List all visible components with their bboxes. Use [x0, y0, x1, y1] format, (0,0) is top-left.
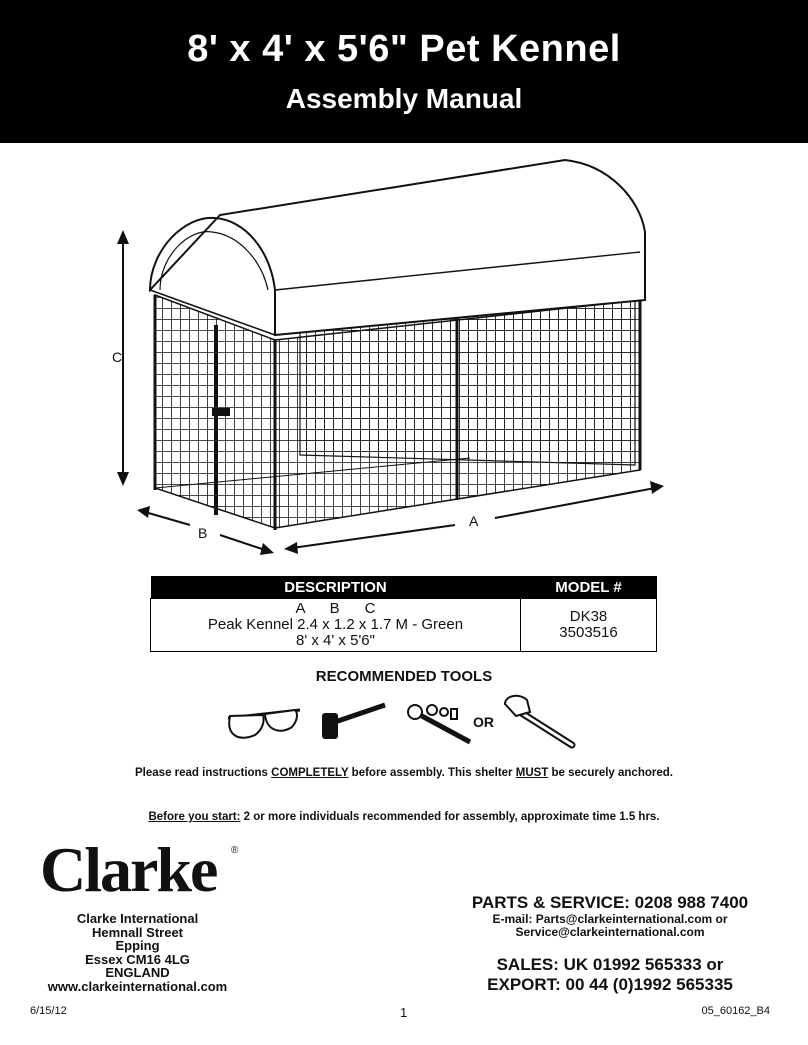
tools-or-label: OR	[473, 714, 494, 730]
socket-wrench-icon	[408, 705, 470, 742]
mallet-icon	[322, 705, 385, 739]
page-subtitle: Assembly Manual	[285, 83, 523, 114]
col-model: MODEL #	[521, 576, 657, 599]
description-line: Peak Kennel 2.4 x 1.2 x 1.7 M - Green	[207, 616, 464, 633]
adjustable-wrench-icon	[505, 696, 572, 745]
parts-service-line: PARTS & SERVICE: 0208 988 7400	[471, 893, 749, 912]
email-line-2: Service@clarkeinternational.com	[515, 925, 705, 939]
title-banner	[0, 0, 808, 143]
safety-glasses-icon	[228, 710, 300, 738]
website-link[interactable]: www.clarkeinternational.com	[47, 978, 228, 994]
clarke-logo: Clarke	[40, 834, 217, 905]
tools-title: RECOMMENDED TOOLS	[315, 668, 493, 685]
email-line-1: E-mail: Parts@clarkeinternational.com or	[492, 912, 728, 926]
document-code: 05_60162_B4	[701, 1005, 770, 1017]
dimension-label-b: B	[198, 525, 208, 541]
registered-mark: ®	[231, 845, 239, 856]
dimension-label-a: A	[469, 513, 479, 529]
before-you-start-note: Before you start: 2 or more individuals recommended for assembly, approximate time 1.5 hrs.	[148, 811, 660, 823]
export-line: EXPORT: 00 44 (0)1992 565335	[487, 975, 733, 994]
page-title: 8' x 4' x 5'6" Pet Kennel	[187, 28, 621, 70]
description-cell	[151, 599, 521, 652]
read-instructions-note: Please read instructions COMPLETELY before assembly. This shelter MUST be securely anchored.	[135, 767, 673, 779]
dimension-label-c: C	[112, 349, 123, 365]
tools-illustration	[220, 692, 590, 752]
footer-date: 6/15/12	[30, 1005, 67, 1017]
model-number: DK38	[569, 608, 608, 625]
dimension-letters: A B C	[295, 600, 376, 617]
model-cell	[521, 599, 657, 652]
kennel-diagram	[105, 150, 675, 560]
page-number: 1	[400, 1005, 408, 1020]
company-address: Clarke International Hemnall Street Epping Essex CM16 4LG ENGLAND www.clarkeinternational.com	[30, 912, 245, 993]
sales-line: SALES: UK 01992 565333 or	[496, 955, 724, 974]
description-imperial: 8' x 4' x 5'6"	[296, 632, 375, 649]
col-description: DESCRIPTION	[151, 576, 521, 599]
part-number: 3503516	[559, 624, 618, 641]
spec-table	[150, 576, 657, 652]
